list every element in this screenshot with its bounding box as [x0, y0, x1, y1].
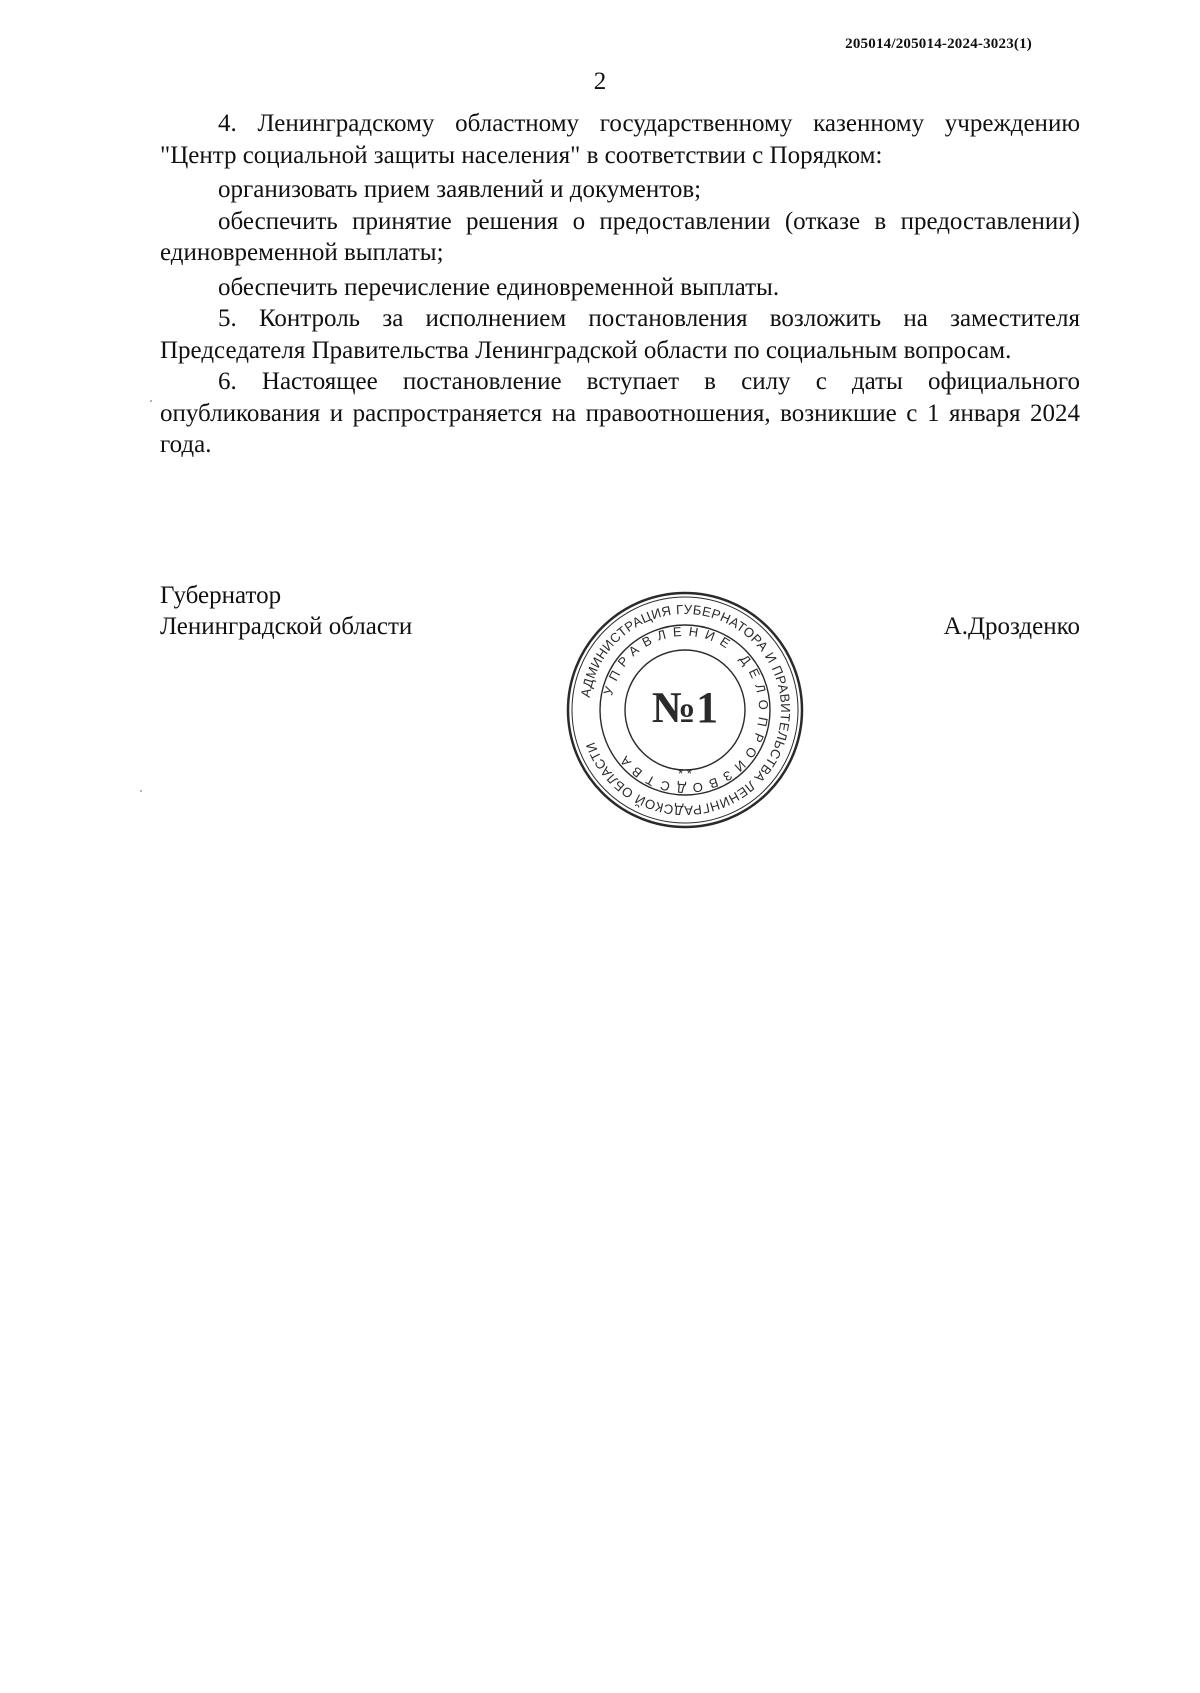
document-body [160, 108, 1080, 461]
official-seal [565, 590, 805, 830]
seal-star-marks: * * [678, 766, 692, 781]
paragraph-item-4: 4. Ленинградскому областному государственному казенному учреждению "Центр социальной защиты населения" в соответствии с Порядком: [160, 110, 1080, 169]
seal-outer-text: АДМИНИСТРАЦИЯ ГУБЕРНАТОРА И ПРАВИТЕЛЬСТВА ЛЕНИНГРАДСКОЙ ОБЛАСТИ [577, 601, 794, 819]
page-number: 2 [593, 68, 607, 95]
paragraph-ensure-transfer: обеспечить перечисление единовременной выплаты. [218, 273, 780, 301]
paragraph-organize-reception: организовать прием заявлений и документов; [218, 176, 702, 203]
scan-speck [150, 400, 152, 402]
seal-center-number: №1 [651, 683, 719, 732]
scan-speck [140, 790, 142, 792]
document-id: 205014/205014-2024-3023(1) [845, 36, 1032, 52]
seal-inner-text: УПРАВЛЕНИЕ ДЕЛОПРОИЗВОДСТВА [600, 623, 772, 797]
paragraph-item-5: 5. Контроль за исполнением постановления возложить на заместителя Председателя Правительства Ленинградской области по социальным вопросам. [160, 305, 1080, 364]
signer-name: А.Дрозденко [943, 613, 1080, 640]
signer-title-line2: Ленинградской области [160, 613, 413, 640]
paragraph-ensure-decision: обеспечить принятие решения о предоставлении (отказе в предоставлении) единовременной выплаты; [160, 207, 1080, 266]
signer-title-line1: Губернатор [160, 582, 282, 609]
paragraph-item-6: 6. Настоящее постановление вступает в силу с даты официального опубликования и распространяется на правоотношения, возникшие с 1 января 2024 года. [160, 368, 1080, 458]
seal-graphic [565, 590, 805, 830]
